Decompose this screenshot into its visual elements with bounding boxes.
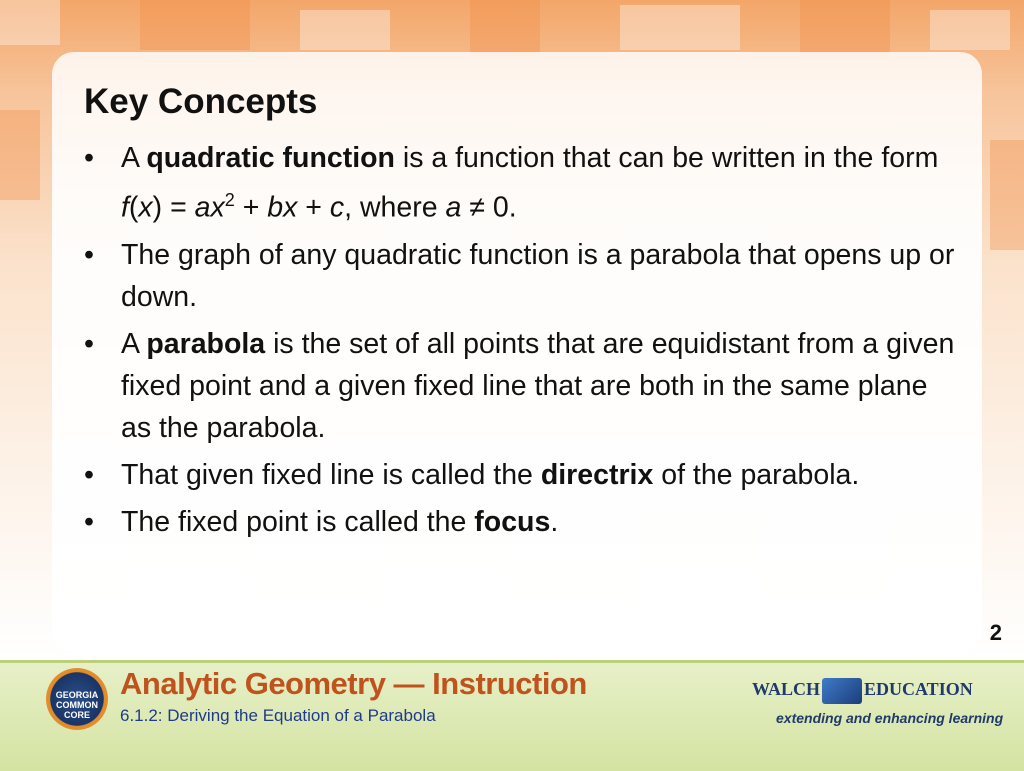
bg-tile — [140, 0, 250, 50]
bg-tile — [990, 140, 1024, 250]
bg-tile — [300, 10, 390, 50]
bullet-text: is the set of all points that are equidistant from a given fixed point and a given fixed line that are both in the same plane as the parabola. — [121, 327, 955, 444]
logo-text: GEORGIA COMMON CORE — [55, 690, 99, 720]
bullet-dot: • — [84, 458, 94, 491]
bold-term: parabola — [146, 327, 266, 360]
bullet-dot: • — [84, 327, 94, 360]
bullet-text: + — [234, 191, 268, 224]
bullet-item — [84, 137, 964, 229]
bullet-text: That given fixed line is called the — [121, 458, 541, 491]
bullet-text: . — [550, 505, 559, 538]
bullet-text: + — [297, 191, 330, 224]
page-number: 2 — [989, 620, 1002, 645]
bullet-text: a — [445, 191, 462, 224]
bullet-text: ≠ 0. — [461, 191, 517, 224]
bullet-text: x — [138, 191, 153, 224]
course-title: Analytic Geometry — Instruction — [120, 666, 587, 701]
bullet-text: bx — [267, 191, 298, 224]
bg-tile — [0, 110, 40, 200]
georgia-common-core-logo — [46, 668, 108, 730]
bullet-text: of the parabola. — [653, 458, 860, 491]
bullet-dot: • — [84, 142, 94, 174]
walch-education-logo — [752, 678, 973, 704]
publisher-right: EDUCATION — [864, 679, 973, 700]
bold-term: focus — [474, 505, 551, 538]
bullet-dot: • — [84, 505, 94, 538]
bg-tile — [930, 10, 1010, 50]
bullet-text: ax — [194, 191, 225, 224]
bullet-text: ) = — [152, 191, 195, 224]
publisher-tagline: extending and enhancing learning — [776, 710, 1004, 726]
bullet-text: A — [121, 327, 147, 360]
slide-title: Key Concepts — [84, 82, 318, 121]
bullet-text: c — [329, 191, 345, 224]
publisher-left: WALCH — [752, 679, 821, 700]
bg-tile — [0, 0, 60, 45]
bold-term: quadratic function — [146, 142, 395, 174]
bullet-text: 2 — [224, 190, 235, 210]
bullet-text: The fixed point is called the — [121, 505, 475, 538]
bullet-text: is a function that can be written in the form — [394, 142, 939, 174]
bullet-list — [84, 137, 964, 548]
bullet-item — [84, 323, 964, 449]
bold-term: directrix — [540, 458, 654, 491]
bullet-text: f — [121, 191, 129, 224]
bullet-text: , where — [344, 191, 446, 224]
bullet-text: The graph of any quadratic function is a parabola that opens up or down. — [121, 238, 955, 313]
bg-tile — [470, 0, 540, 55]
bullet-text: A — [121, 142, 147, 174]
bullet-item — [84, 234, 964, 318]
bg-tile — [620, 5, 740, 50]
lesson-title: 6.1.2: Deriving the Equation of a Parabola — [120, 706, 436, 725]
bullet-dot: • — [84, 238, 94, 271]
bullet-text: ( — [128, 191, 139, 224]
walch-wave-icon — [822, 678, 862, 704]
bullet-item — [84, 501, 964, 543]
bullet-item — [84, 454, 964, 496]
bg-tile — [800, 0, 890, 60]
